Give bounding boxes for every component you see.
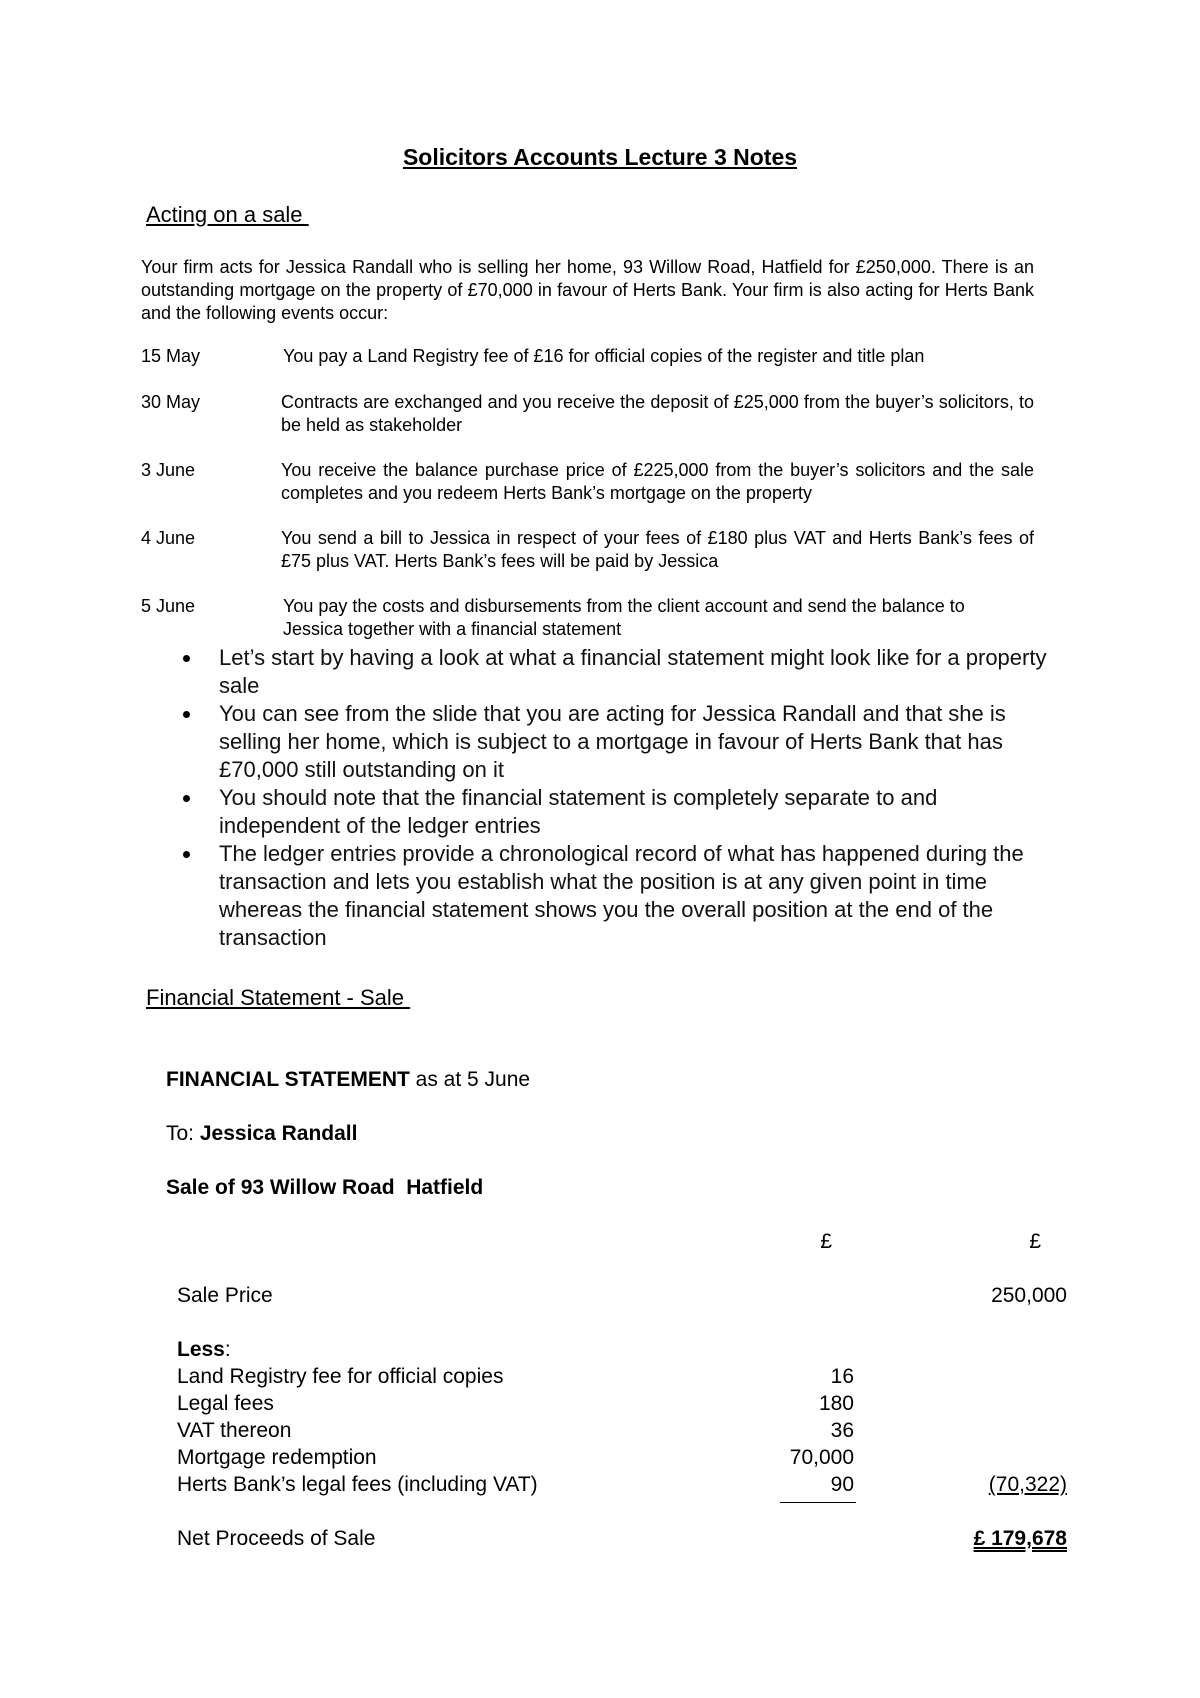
event-description: You pay a Land Registry fee of £16 for official copies of the register and title plan — [283, 346, 925, 366]
net-proceeds-value: £ 179,678 — [973, 1527, 1067, 1550]
page-title: Solicitors Accounts Lecture 3 Notes — [402, 144, 798, 170]
event-date: 4 June — [141, 528, 196, 548]
row-value: 36 — [830, 1419, 854, 1442]
sale-price-row — [177, 1284, 1067, 1310]
intro-paragraph: Your firm acts for Jessica Randall who is selling her home, 93 Willow Road, Hatfield for £250,000. There is an outstanding mortgage on the property of £70,000 in favour of Herts Bank. Your firm is also acting for Herts Bank and the following events occur: — [141, 257, 1034, 323]
bullet-dot-icon — [183, 711, 190, 718]
subtotal-rule — [780, 1502, 856, 1503]
column-header-pounds: £ — [1029, 1230, 1041, 1253]
bullet-dot-icon — [183, 795, 190, 802]
row-value: 16 — [830, 1365, 854, 1388]
deduction-row — [177, 1473, 1067, 1499]
column-header-row — [177, 1230, 1067, 1256]
bullet-item: Let’s start by having a look at what a financial statement might look like for a property sale — [183, 644, 1063, 700]
bullet-dot-icon — [183, 655, 190, 662]
statement-property: Sale of 93 Willow Road Hatfield — [166, 1176, 484, 1199]
row-label: Net Proceeds of Sale — [177, 1527, 376, 1550]
deduction-row — [177, 1446, 1067, 1472]
net-proceeds-row — [177, 1527, 1067, 1553]
bullet-item: You should note that the financial statement is completely separate to and independent of the ledger entries — [183, 784, 1063, 840]
event-date: 5 June — [141, 596, 196, 616]
column-header-pounds: £ — [820, 1230, 832, 1253]
row-label: Less: — [177, 1338, 231, 1361]
bullet-list — [183, 644, 1063, 952]
event-description: You receive the balance purchase price of £225,000 from the buyer’s solicitors and the sale completes and you redeem Herts Bank’s mortgage on the property — [281, 460, 1034, 503]
event-description: You pay the costs and disbursements from the client account and send the balance to Jessica together with a financial statement — [283, 596, 965, 639]
row-label: Land Registry fee for official copies — [177, 1365, 504, 1388]
row-label: Mortgage redemption — [177, 1446, 377, 1469]
row-value: 70,000 — [789, 1446, 854, 1469]
total-deductions: (70,322) — [988, 1473, 1067, 1496]
row-label: VAT thereon — [177, 1419, 292, 1442]
deduction-row — [177, 1419, 1067, 1445]
section-heading-financial-statement: Financial Statement - Sale — [146, 985, 411, 1010]
row-label: Herts Bank’s legal fees (including VAT) — [177, 1473, 538, 1496]
bullet-item: You can see from the slide that you are acting for Jessica Randall and that she is selling her home, which is subject to a mortgage in favour of Herts Bank that has £70,000 still outstanding on it — [183, 700, 1063, 784]
event-description: Contracts are exchanged and you receive the deposit of £25,000 from the buyer’s solicitors, to be held as stakeholder — [281, 392, 1034, 435]
row-value: 250,000 — [991, 1284, 1067, 1307]
statement-recipient: To: Jessica Randall — [166, 1122, 358, 1145]
less-row — [177, 1338, 1067, 1364]
row-label: Legal fees — [177, 1392, 274, 1415]
row-value: 180 — [818, 1392, 854, 1415]
event-date: 15 May — [141, 346, 201, 366]
event-description: You send a bill to Jessica in respect of your fees of £180 plus VAT and Herts Bank’s fees of £75 plus VAT. Herts Bank’s fees will be paid by Jessica — [281, 528, 1034, 571]
event-date: 30 May — [141, 392, 201, 412]
bullet-item: The ledger entries provide a chronological record of what has happened during the transaction and lets you establish what the position is at any given point in time whereas the financial statement shows you the overall position at the end of the transaction — [183, 840, 1063, 952]
event-date: 3 June — [141, 460, 196, 480]
deduction-row — [177, 1392, 1067, 1418]
section-heading-acting-on-sale: Acting on a sale — [146, 202, 309, 227]
deduction-row — [177, 1365, 1067, 1391]
statement-heading: FINANCIAL STATEMENT as at 5 June — [166, 1068, 531, 1091]
row-label: Sale Price — [177, 1284, 273, 1307]
row-value: 90 — [830, 1473, 854, 1496]
bullet-dot-icon — [183, 851, 190, 858]
